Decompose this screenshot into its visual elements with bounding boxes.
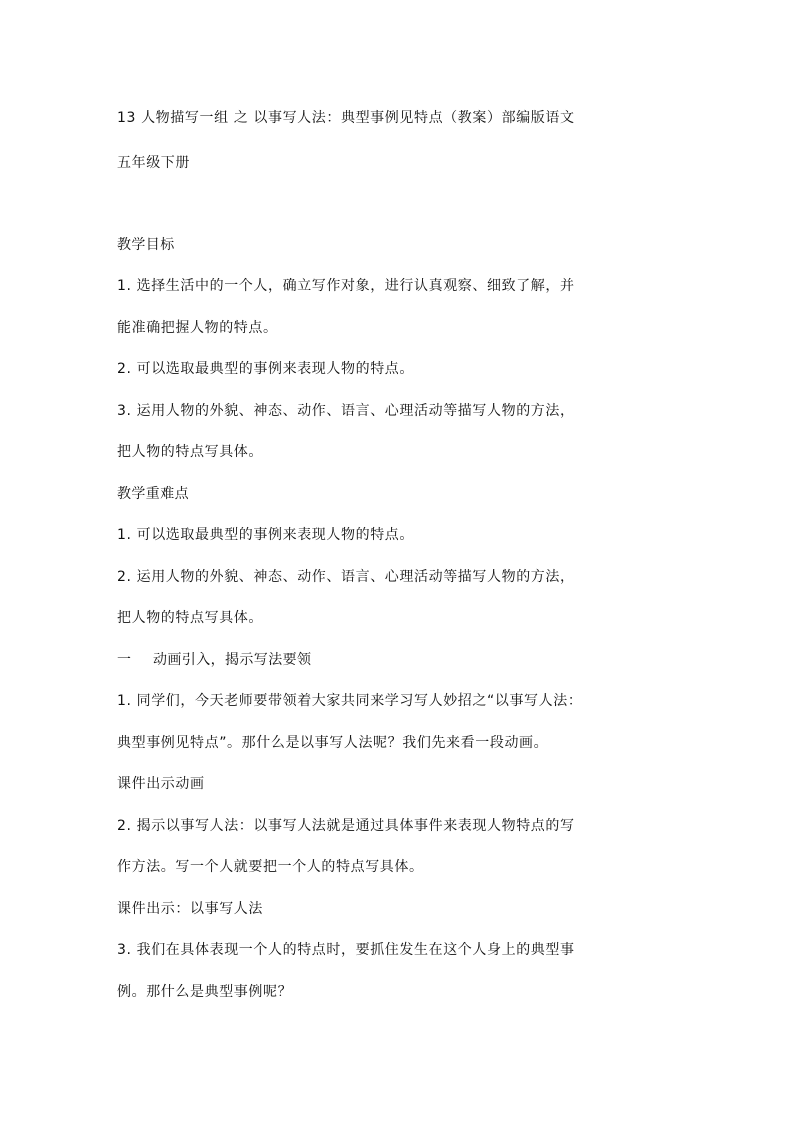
section-1-paragraph-1-line-1: 1. 同学们，今天老师要带领着大家共同来学习写人妙招之“以事写人法： (117, 693, 583, 709)
section-1-paragraph-2-line-1: 2. 揭示以事写人法：以事写人法就是通过具体事件来表现人物特点的写 (117, 818, 575, 834)
section-1-note-2: 课件出示：以事写人法 (117, 901, 263, 917)
section-1-paragraph-2-line-2: 作方法。写一个人就要把一个人的特点写具体。 (117, 859, 424, 875)
objective-3-line-1: 3. 运用人物的外貌、神态、动作、语言、心理活动等描写人物的方法， (117, 403, 575, 419)
objective-2: 2. 可以选取最典型的事例来表现人物的特点。 (117, 361, 415, 377)
objective-1-line-1: 1. 选择生活中的一个人，确立写作对象，进行认真观察、细致了解，并 (117, 278, 575, 294)
section-1-paragraph-1-line-2: 典型事例见特点”。那什么是以事写人法呢？我们先来看一段动画。 (117, 735, 549, 751)
section-1-title: 动画引入，揭示写法要领 (153, 652, 312, 668)
section-1-note-1: 课件出示动画 (117, 776, 205, 792)
document-title-line-1: 13 人物描写一组 之 以事写人法：典型事例见特点（教案）部编版语文 (117, 110, 575, 126)
objectives-heading: 教学目标 (117, 237, 175, 253)
key-point-2-line-1: 2. 运用人物的外貌、神态、动作、语言、心理活动等描写人物的方法， (117, 569, 575, 585)
section-1-number: 一 (117, 652, 132, 668)
document-title-line-2: 五年级下册 (117, 155, 190, 171)
section-1-paragraph-3-line-2: 例。那什么是典型事例呢？ (117, 984, 293, 1000)
key-points-heading: 教学重难点 (117, 486, 189, 502)
objective-3-line-2: 把人物的特点写具体。 (117, 444, 263, 460)
section-1-heading (117, 650, 687, 670)
key-point-1: 1. 可以选取最典型的事例来表现人物的特点。 (117, 527, 415, 543)
objective-1-line-2: 能准确把握人物的特点。 (117, 320, 278, 336)
section-1-paragraph-3-line-1: 3. 我们在具体表现一个人的特点时，要抓住发生在这个人身上的典型事 (117, 942, 575, 958)
key-point-2-line-2: 把人物的特点写具体。 (117, 610, 263, 626)
